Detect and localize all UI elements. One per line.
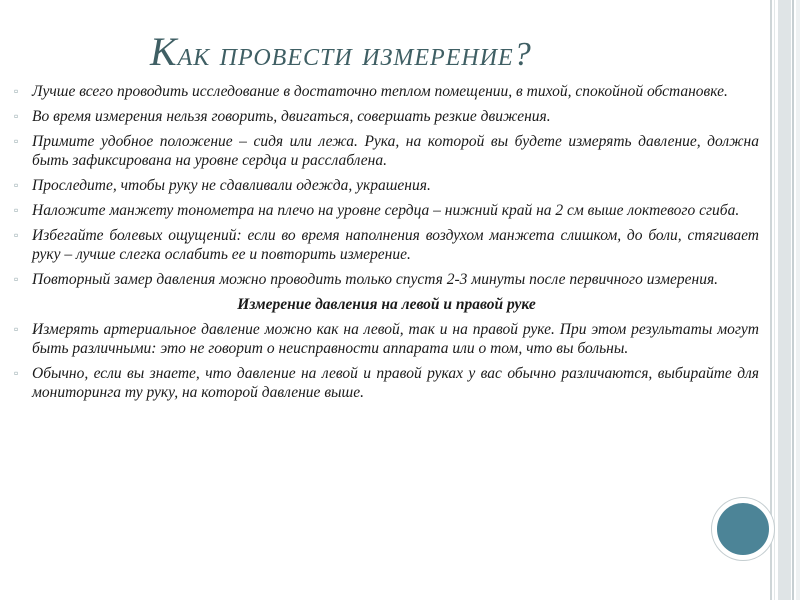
section-heading-text: Измерение давления на левой и правой руке (237, 296, 536, 313)
bullet-icon: ▫ (14, 366, 19, 380)
list-item-text: Лучше всего проводить исследование в достаточно теплом помещении, в тихой, спокойной обстановке. (32, 83, 728, 100)
list-item (14, 82, 759, 101)
bullet-icon: ▫ (14, 322, 19, 336)
bullet-icon: ▫ (14, 272, 19, 286)
bullet-list (14, 82, 759, 408)
list-item-text: Повторный замер давления можно проводить только спустя 2-3 минуты после первичного измерения. (32, 271, 719, 288)
decorative-circle (712, 498, 774, 560)
decorative-stripe (792, 0, 794, 600)
list-item-text: Избегайте болевых ощущений: если во время наполнения воздухом манжета слишком, до боли, стягивает руку – лучше слегка ослабить ее и повторить измерение. (32, 227, 759, 263)
list-item (14, 176, 759, 195)
decorative-stripe (770, 0, 772, 600)
list-item (14, 270, 759, 289)
bullet-icon: ▫ (14, 84, 19, 98)
list-item-text: Во время измерения нельзя говорить, двигаться, совершать резкие движения. (32, 108, 551, 125)
list-item (14, 226, 759, 264)
list-item (14, 107, 759, 126)
list-item-text: Проследите, чтобы руку не сдавливали одежда, украшения. (32, 177, 431, 194)
list-item (14, 320, 759, 358)
decorative-stripe (778, 0, 791, 600)
list-item-text: Обычно, если вы знаете, что давление на левой и правой руках у вас обычно различаются, выбирайте для мониторинга ту руку, на которой давление выше. (32, 365, 759, 401)
bullet-icon: ▫ (14, 134, 19, 148)
list-item-text: Наложите манжету тонометра на плечо на уровне сердца – нижний край на 2 см выше локтевого сгиба. (32, 202, 740, 219)
bullet-icon: ▫ (14, 178, 19, 192)
bullet-icon: ▫ (14, 228, 19, 242)
list-item (14, 201, 759, 220)
decorative-stripe (774, 0, 775, 600)
section-heading (14, 295, 759, 314)
list-item-text: Примите удобное положение – сидя или лежа. Рука, на которой вы будете измерять давление, должна быть зафиксирована на уровне сердца и расслаблена. (32, 133, 759, 169)
slide-title: Как провести измерение? (150, 29, 532, 74)
list-item-text: Измерять артериальное давление можно как на левой, так и на правой руке. При этом результаты могут быть различными: это не говорит о неисправности аппарата или о том, что вы больны. (32, 321, 759, 357)
list-item (14, 132, 759, 170)
list-item (14, 364, 759, 402)
bullet-icon: ▫ (14, 203, 19, 217)
bullet-icon: ▫ (14, 109, 19, 123)
decorative-stripe (796, 0, 800, 600)
